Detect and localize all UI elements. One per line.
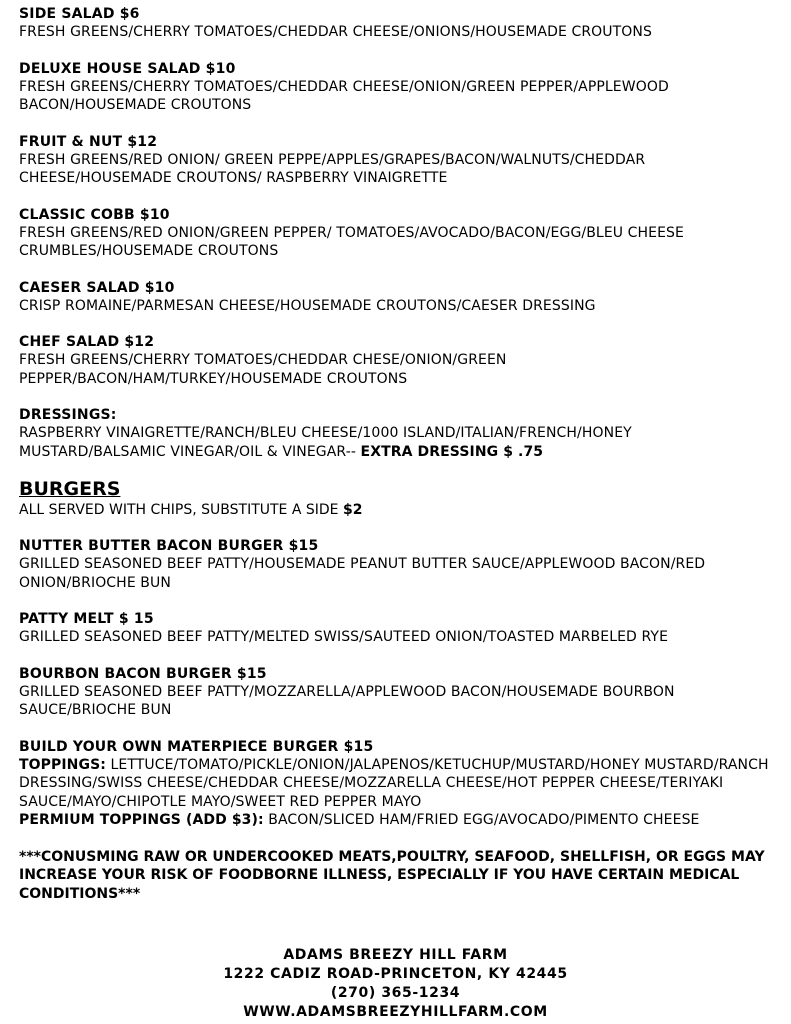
item-description: FRESH GREENS/CHERRY TOMATOES/CHEDDAR CHEESE/ONION/GREEN PEPPER/APPLEWOOD BACON/HOUSEMADE CROUTONS: [19, 78, 669, 113]
burgers-heading: BURGERS: [19, 478, 121, 500]
burgers-note-text: ALL SERVED WITH CHIPS, SUBSTITUTE A SIDE: [19, 502, 343, 518]
item-description: GRILLED SEASONED BEEF PATTY/MELTED SWISS/SAUTEED ONION/TOASTED MARBELED RYE: [19, 629, 669, 645]
menu-item-chef-salad: [19, 333, 781, 388]
item-title: BUILD YOUR OWN MATERPIECE BURGER $15: [19, 738, 374, 755]
item-title: NUTTER BUTTER BACON BURGER $15: [19, 538, 319, 554]
premium-toppings-options: BACON/SLICED HAM/FRIED EGG/AVOCADO/PIMENTO CHEESE: [263, 812, 700, 828]
menu-item-bourbon-bacon-burger: [19, 665, 781, 720]
menu-item-fruit-nut: [19, 133, 781, 188]
item-description: FRESH GREENS/CHERRY TOMATOES/CHEDDAR CHEESE/ONIONS/HOUSEMADE CROUTONS: [19, 24, 652, 40]
menu-item-caeser-salad: [19, 279, 781, 316]
item-title: CHEF SALAD $12: [19, 334, 155, 350]
premium-toppings-list: [19, 811, 781, 830]
item-title: CLASSIC COBB $10: [19, 206, 170, 223]
item-description: FRESH GREENS/RED ONION/ GREEN PEPPE/APPLES/GRAPES/BACON/WALNUTS/CHEDDAR CHEESE/HOUSEMADE CROUTONS/ RASPBERRY VINAIGRETTE: [19, 151, 646, 186]
item-title: DELUXE HOUSE SALAD $10: [19, 60, 236, 77]
dressings-title: DRESSINGS:: [19, 407, 117, 423]
menu-item-deluxe-house-salad: [19, 60, 781, 115]
item-description: FRESH GREENS/RED ONION/GREEN PEPPER/ TOMATOES/AVOCADO/BACON/EGG/BLEU CHEESE CRUMBLES/HOUSEMADE CROUTONS: [19, 224, 684, 259]
farm-name: ADAMS BREEZY HILL FARM: [283, 947, 508, 963]
premium-toppings-label: PERMIUM TOPPINGS (ADD $3):: [19, 812, 264, 828]
farm-phone: (270) 365-1234: [330, 985, 461, 1001]
dressings-list: [19, 424, 781, 461]
toppings-label: TOPPINGS:: [19, 756, 106, 773]
item-title: CAESER SALAD $10: [19, 279, 175, 296]
item-description: FRESH GREENS/CHERRY TOMATOES/CHEDDAR CHESE/ONION/GREEN PEPPER/BACON/HAM/TURKEY/HOUSEMADE CROUTONS: [19, 352, 507, 387]
item-title: PATTY MELT $ 15: [19, 611, 154, 627]
substitute-side-price: $2: [342, 502, 363, 518]
menu-page: [19, 5, 781, 903]
burgers-note: [19, 501, 781, 519]
menu-item-build-your-own-burger: [19, 738, 781, 830]
toppings-list: [19, 756, 781, 812]
dressings-options: RASPBERRY VINAIGRETTE/RANCH/BLEU CHEESE/1000 ISLAND/ITALIAN/FRENCH/HONEY MUSTARD/BALSAMIC VINEGAR/OIL & VINEGAR--: [19, 425, 632, 460]
item-description: CRISP ROMAINE/PARMESAN CHEESE/HOUSEMADE CROUTONS/CAESER DRESSING: [19, 297, 596, 314]
food-safety-warning: ***CONUSMING RAW OR UNDERCOOKED MEATS,POULTRY, SEAFOOD, SHELLFISH, OR EGGS MAY INCREASE YOUR RISK OF FOODBORNE ILLNESS, ESPECIALLY IF YOU HAVE CERTAIN MEDICAL CONDITIONS***: [19, 848, 765, 902]
item-title: BOURBON BACON BURGER $15: [19, 665, 267, 682]
dressings-block: [19, 406, 781, 461]
extra-dressing-price: EXTRA DRESSING $ .75: [360, 443, 544, 460]
footer-contact: [0, 946, 791, 1022]
farm-website: WWW.ADAMSBREEZYHILLFARM.COM: [243, 1004, 548, 1020]
toppings-options: LETTUCE/TOMATO/PICKLE/ONION/JALAPENOS/KETUCHUP/MUSTARD/HONEY MUSTARD/RANCH DRESSING/SWISS CHEESE/CHEDDAR CHEESE/MOZZARELLA CHEESE/HOT PEPPER CHEESE/TERIYAKI SAUCE/MAYO/CHIPOTLE MAYO/SWEET RED PEPPER MAYO: [19, 756, 769, 810]
item-description: GRILLED SEASONED BEEF PATTY/MOZZARELLA/APPLEWOOD BACON/HOUSEMADE BOURBON SAUCE/BRIOCHE BUN: [19, 683, 675, 718]
item-title: SIDE SALAD $6: [19, 6, 140, 22]
menu-item-patty-melt: [19, 610, 781, 647]
item-title: FRUIT & NUT $12: [19, 133, 158, 150]
menu-item-side-salad: [19, 5, 781, 42]
menu-item-nutter-butter-bacon-burger: [19, 537, 781, 592]
menu-item-classic-cobb: [19, 206, 781, 261]
farm-address: 1222 CADIZ ROAD-PRINCETON, KY 42445: [223, 966, 568, 982]
item-description: GRILLED SEASONED BEEF PATTY/HOUSEMADE PEANUT BUTTER SAUCE/APPLEWOOD BACON/RED ONION/BRIOCHE BUN: [19, 556, 706, 591]
